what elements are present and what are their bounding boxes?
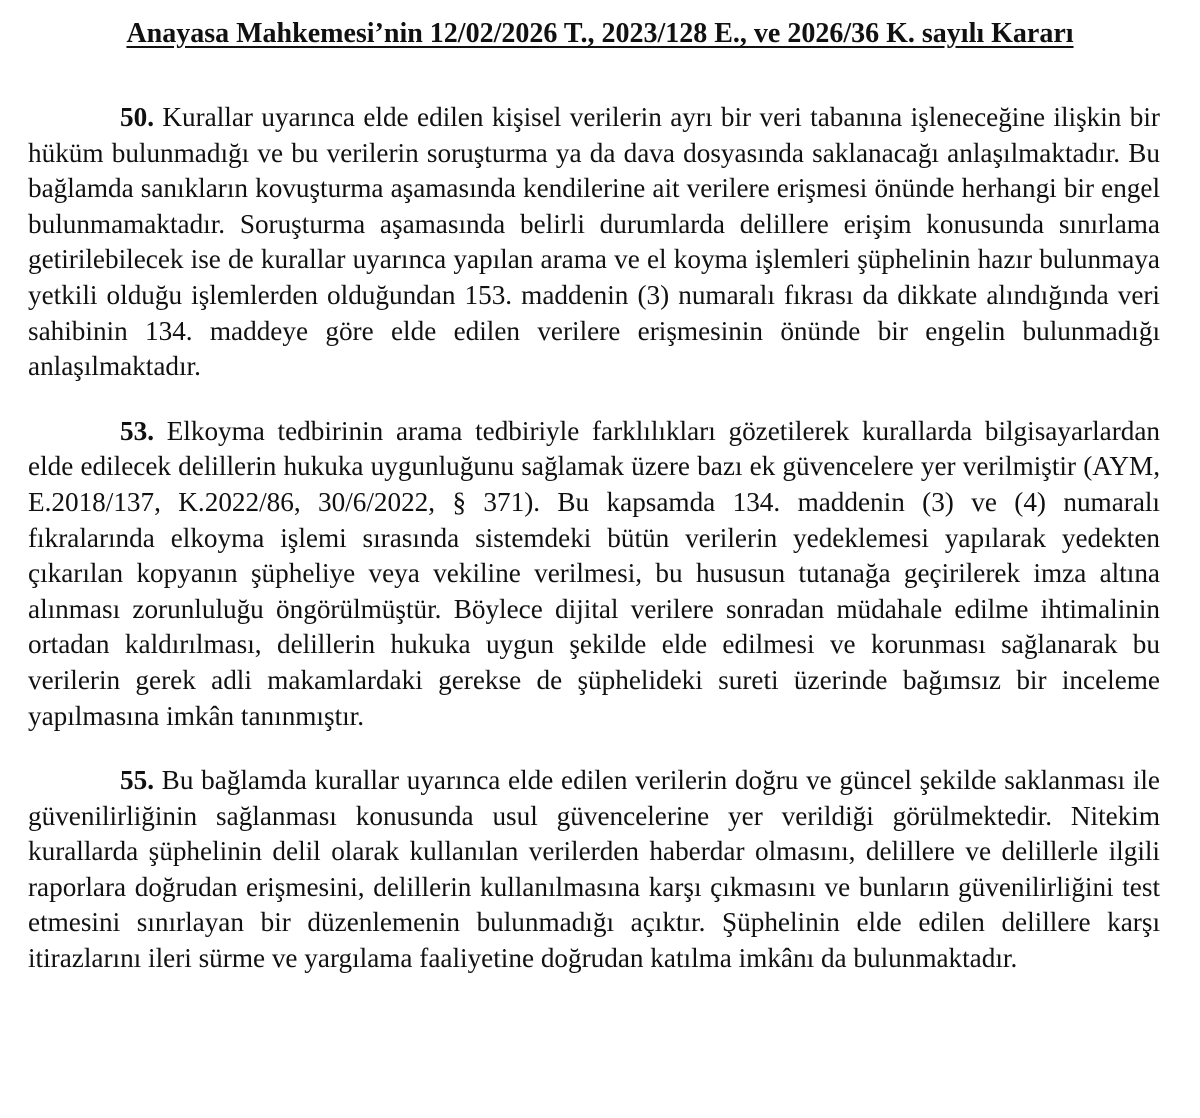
paragraph-number: 55. <box>120 765 154 796</box>
paragraph-text: Elkoyma tedbirinin arama tedbiriyle farklılıkları gözetilerek kurallarda bilgisayarlardan elde edilecek delillerin hukuka uygunluğunu sağlamak üzere bazı ek güvencelere yer verilmiştir (AYM, E.2018/137, K.2022/86, 30/6/2022, § 371). Bu kapsamda 134. maddenin (3) ve (4) numaralı fıkralarında elkoyma işlemi sırasında sistemdeki bütün verilerin yedeklemesi yapılarak yedekten çıkarılan kopyanın şüpheliye veya vekiline verilmesi, bu hususun tutanağa geçirilerek imza altına alınması zorunluluğu öngörülmüştür. Böylece dijital verilere sonradan müdahale edilme ihtimalinin ortadan kaldırılması, delillerin hukuka uygun şekilde elde edilmesi ve korunması sağlanarak bu verilerin gerek adli makamlardaki gerekse de şüphelideki sureti üzerinde bağımsız bir inceleme yapılmasına imkân tanınmıştır. <box>28 415 1160 731</box>
paragraph-number: 53. <box>120 415 154 446</box>
paragraph-53 <box>28 414 1160 734</box>
paragraph-text: Bu bağlamda kurallar uyarınca elde edilen verilerin doğru ve güncel şekilde saklanması ile güvenilirliğinin sağlanması konusunda usul güvencelerine yer verildiği görülmektedir. Nitekim kurallarda şüphelinin delil olarak kullanılan verilerden haberdar olmasını, delillere ve delillerle ilgili raporlara doğrudan erişmesini, delillerin kullanılmasına karşı çıkmasını ve bunların güvenilirliğini test etmesini sınırlayan bir düzenlemenin bulunmadığı açıktır. Şüphelinin elde edilen delillere karşı itirazlarını ileri sürme ve yargılama faaliyetine doğrudan katılma imkânı da bulunmaktadır. <box>28 765 1160 974</box>
document-title: Anayasa Mahkemesi’nin 12/02/2026 T., 2023/128 E., ve 2026/36 K. sayılı Kararı <box>126 18 1074 49</box>
paragraph-55 <box>28 763 1160 977</box>
paragraph-text: Kurallar uyarınca elde edilen kişisel verilerin ayrı bir veri tabanına işleneceğine ilişkin bir hüküm bulunmadığı ve bu verilerin soruşturma ya da dava dosyasında saklanacağı anlaşılmaktadır. Bu bağlamda sanıkların kovuşturma aşamasında kendilerine ait verilere erişmesi önünde herhangi bir engel bulunmamaktadır. Soruşturma aşamasında belirli durumlarda delillere erişim konusunda sınırlama getirilebilecek ise de kurallar uyarınca yapılan arama ve el koyma işlemleri şüphelinin hazır bulunmaya yetkili olduğu işlemlerden olduğundan 153. maddenin (3) numaralı fıkrası da dikkate alındığında veri sahibinin 134. maddeye göre elde edilen verilere erişmesinin önünde bir engelin bulunmadığı anlaşılmaktadır. <box>28 102 1160 382</box>
paragraph-number: 50. <box>120 102 154 132</box>
paragraph-50 <box>28 100 1160 385</box>
